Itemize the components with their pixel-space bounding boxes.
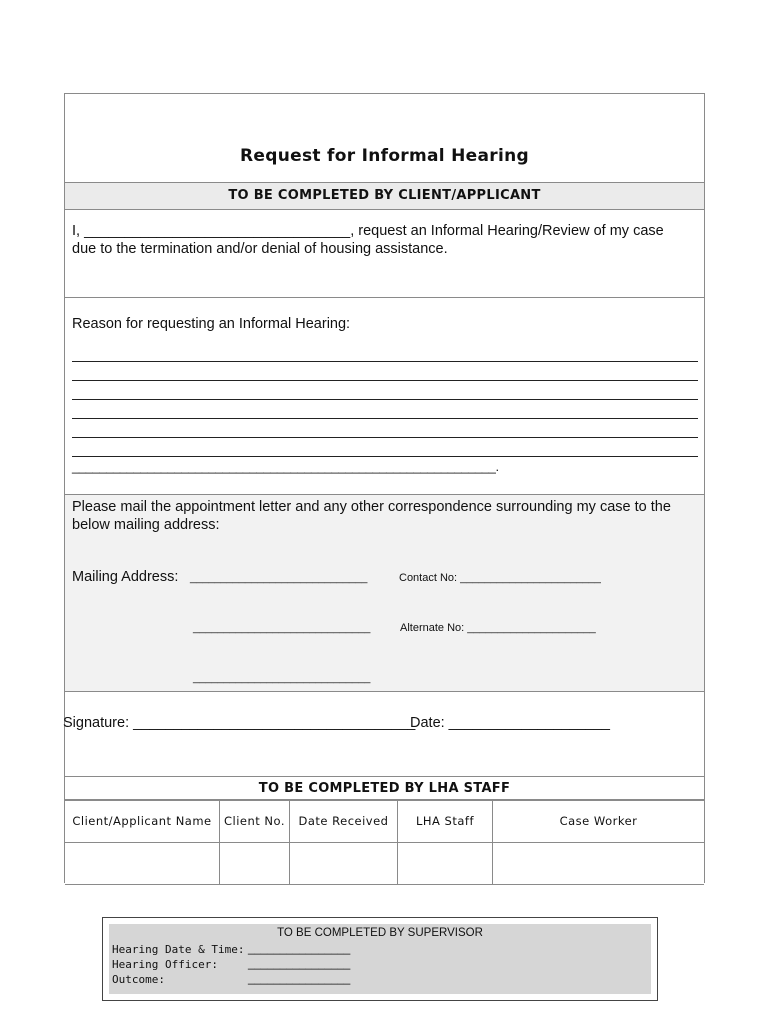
mailing-address-label: Mailing Address:	[72, 569, 179, 585]
address-line-2[interactable]: _____________________________	[193, 622, 371, 634]
case-worker-cell[interactable]	[493, 843, 704, 885]
hearing-request-form	[64, 93, 705, 883]
signature-field[interactable]: Signature: ___________________________________	[63, 715, 416, 731]
hearing-date-field[interactable]: ________________	[248, 943, 351, 955]
alternate-number-field[interactable]: Alternate No: _____________________	[400, 622, 596, 634]
address-line-3[interactable]: _____________________________	[193, 672, 371, 684]
client-section-header: TO BE COMPLETED BY CLIENT/APPLICANT	[65, 182, 704, 210]
staff-table	[65, 800, 704, 885]
reason-line[interactable]	[72, 380, 698, 381]
lha-staff-cell[interactable]	[398, 843, 493, 885]
staff-section-header: TO BE COMPLETED BY LHA STAFF	[65, 776, 704, 800]
outcome-label: Outcome:	[112, 973, 165, 986]
reason-line[interactable]	[72, 437, 698, 438]
column-header-client-name: Client/Applicant Name	[65, 801, 220, 843]
column-header-client-no: Client No.	[220, 801, 290, 843]
client-request-section	[65, 210, 704, 298]
address-line-1[interactable]: _____________________________	[190, 572, 368, 584]
reason-last-line[interactable]: ______________________________________________________________.	[72, 459, 499, 474]
request-line-2: due to the termination and/or denial of housing assistance.	[72, 241, 448, 257]
reason-section	[65, 298, 704, 495]
reason-line[interactable]	[72, 456, 698, 457]
column-header-lha-staff: LHA Staff	[398, 801, 493, 843]
supervisor-box	[102, 917, 658, 1001]
contact-number-field[interactable]: Contact No: _______________________	[399, 572, 601, 584]
title-section	[65, 94, 704, 182]
client-no-cell[interactable]	[220, 843, 290, 885]
reason-label: Reason for requesting an Informal Hearing:	[72, 316, 351, 332]
signature-section	[65, 692, 704, 776]
mailing-instruction-1: Please mail the appointment letter and any other correspondence surrounding my case to the	[72, 499, 671, 515]
supervisor-header: TO BE COMPLETED BY SUPERVISOR	[277, 927, 483, 939]
hearing-date-label: Hearing Date & Time:	[112, 943, 245, 956]
reason-line[interactable]	[72, 418, 698, 419]
hearing-officer-field[interactable]: ________________	[248, 958, 351, 970]
hearing-officer-label: Hearing Officer:	[112, 958, 218, 971]
reason-line[interactable]	[72, 361, 698, 362]
outcome-field[interactable]: ________________	[248, 973, 351, 985]
client-name-cell[interactable]	[65, 843, 220, 885]
date-field[interactable]: Date: ____________________	[410, 715, 610, 731]
date-received-cell[interactable]	[290, 843, 398, 885]
form-title: Request for Informal Hearing	[240, 146, 529, 166]
mailing-section	[65, 495, 704, 692]
reason-line[interactable]	[72, 399, 698, 400]
request-line-1[interactable]: I, _________________________________, request an Informal Hearing/Review of my case	[72, 223, 664, 239]
supervisor-panel	[109, 924, 651, 994]
mailing-instruction-2: below mailing address:	[72, 517, 220, 533]
column-header-date-received: Date Received	[290, 801, 398, 843]
column-header-case-worker: Case Worker	[493, 801, 704, 843]
